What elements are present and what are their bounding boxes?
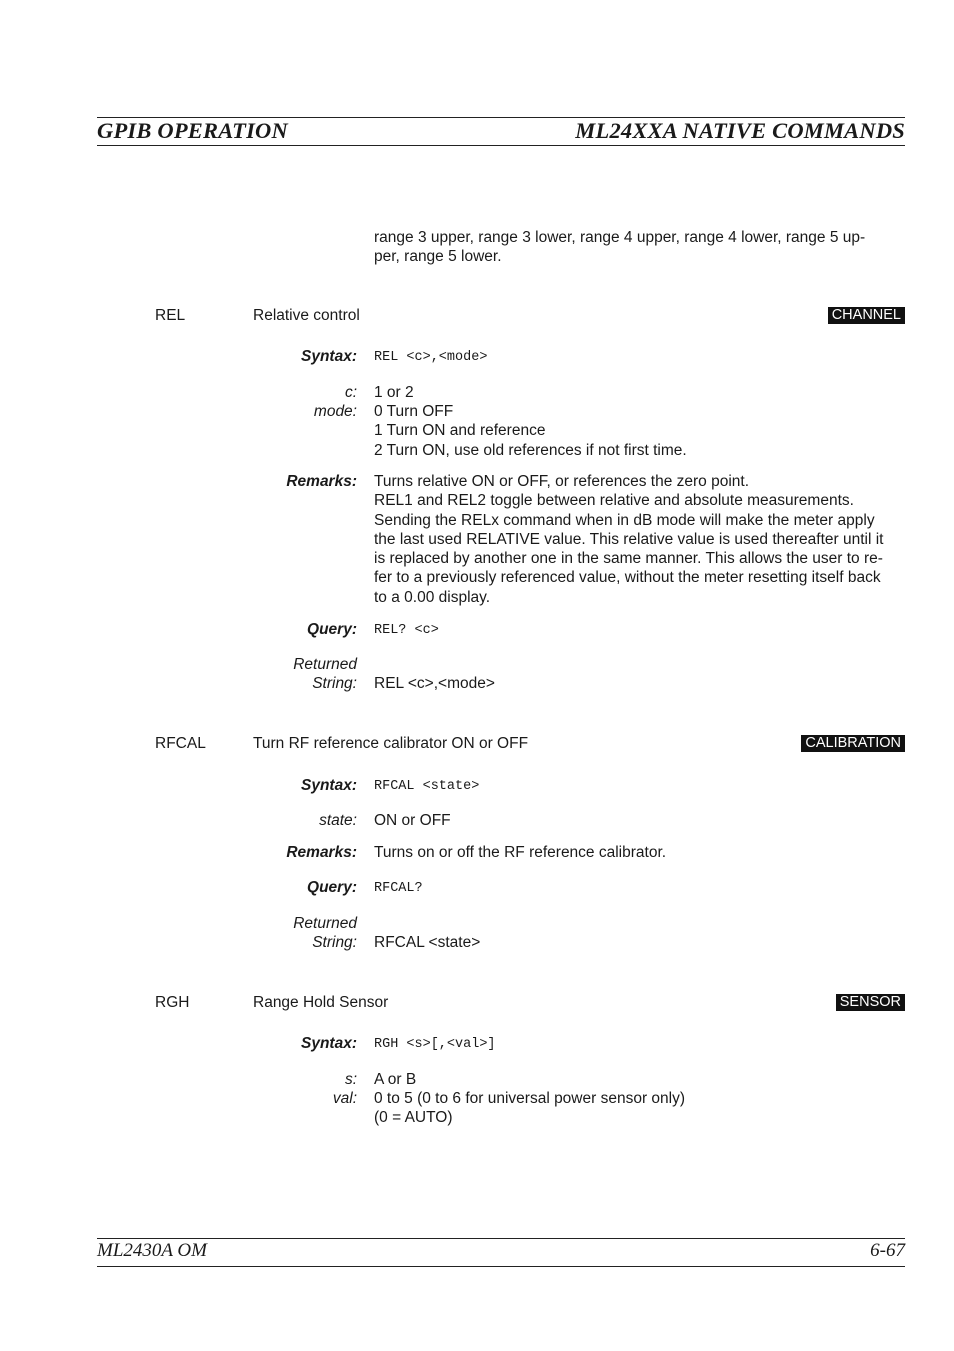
rel-param-c-label: c: <box>344 384 357 401</box>
rfcal-command: RFCAL <box>155 735 206 752</box>
footer-manual-name: ML2430A OM <box>97 1240 207 1261</box>
rfcal-query: RFCAL? <box>374 881 423 896</box>
header-chapter-title: ML24XXA NATIVE COMMANDS <box>575 118 905 143</box>
rel-returned-label: Returned String: <box>293 656 357 693</box>
rgh-val-line: (0 = AUTO) <box>374 1109 453 1127</box>
rel-remarks-line: Turns relative ON or OFF, or references the zero point. <box>374 473 750 490</box>
rel-mode-option: 1 Turn ON and reference <box>374 422 546 440</box>
rfcal-returned-label: Returned String: <box>293 915 357 952</box>
rfcal-description: Turn RF reference calibrator ON or OFF <box>253 735 529 752</box>
rel-param-c-value: 1 or 2 <box>374 384 414 401</box>
header-bottom-rule <box>97 145 905 146</box>
rgh-val-line: 0 to 5 (0 to 6 for universal power sensor only) <box>374 1090 686 1107</box>
rel-remarks-line: REL1 and REL2 toggle between relative and absolute measurements. <box>374 492 854 510</box>
rfcal-syntax: RFCAL <state> <box>374 779 480 794</box>
rel-mode-option: 0 Turn OFF <box>374 403 454 420</box>
rel-remarks-line: is replaced by another one in the same manner. This allows the user to re- <box>374 550 883 568</box>
rgh-param-s-label: s: <box>344 1071 357 1088</box>
rel-mode-option: 2 Turn ON, use old references if not first time. <box>374 441 687 459</box>
rel-returned-string: REL <c>,<mode> <box>374 675 495 692</box>
rel-param-mode-label: mode: <box>313 403 357 420</box>
rel-syntax-label: Syntax: <box>301 348 357 365</box>
rfcal-category-badge: CALIBRATION <box>801 735 905 752</box>
intro-line: range 3 upper, range 3 lower, range 4 upper, range 4 lower, range 5 up- <box>374 229 866 246</box>
footer-bottom-rule <box>97 1266 905 1267</box>
footer-top-rule <box>97 1238 905 1239</box>
rfcal-query-label: Query: <box>307 879 357 896</box>
rgh-description: Range Hold Sensor <box>253 994 389 1011</box>
rel-category-badge: CHANNEL <box>828 307 905 324</box>
intro-text <box>374 228 905 267</box>
rgh-syntax-label: Syntax: <box>301 1035 357 1052</box>
rel-remarks-label: Remarks: <box>286 473 357 490</box>
rfcal-param-state-value: ON or OFF <box>374 812 451 829</box>
rgh-param-s-value: A or B <box>374 1071 417 1088</box>
rfcal-remarks: Turns on or off the RF reference calibrator. <box>374 844 667 861</box>
rfcal-param-state-label: state: <box>319 812 357 829</box>
rfcal-syntax-label: Syntax: <box>301 777 357 794</box>
rel-remarks-line: fer to a previously referenced value, without the meter resetting itself back <box>374 569 881 587</box>
rel-syntax: REL <c>,<mode> <box>374 350 488 365</box>
rgh-param-val-values <box>374 1089 905 1128</box>
rel-remarks-line: to a 0.00 display. <box>374 588 491 606</box>
rfcal-returned-string: RFCAL <state> <box>374 934 481 951</box>
rel-remarks-line: the last used RELATIVE value. This relative value is used thereafter until it <box>374 530 884 548</box>
rel-description: Relative control <box>253 307 360 324</box>
rel-query-label: Query: <box>307 621 357 638</box>
intro-line: per, range 5 lower. <box>374 248 502 266</box>
rgh-syntax: RGH <s>[,<val>] <box>374 1037 496 1052</box>
rel-remarks <box>374 472 905 607</box>
rgh-category-badge: SENSOR <box>836 994 905 1011</box>
footer-page-number: 6-67 <box>870 1240 905 1261</box>
header-section-title: GPIB OPERATION <box>97 118 288 143</box>
rel-command: REL <box>155 307 186 324</box>
rel-param-mode-values <box>374 402 905 460</box>
rel-query: REL? <c> <box>374 623 439 638</box>
rfcal-remarks-label: Remarks: <box>286 844 357 861</box>
rgh-param-val-label: val: <box>332 1090 357 1107</box>
rel-remarks-line: Sending the RELx command when in dB mode will make the meter apply <box>374 511 875 529</box>
rgh-command: RGH <box>155 994 190 1011</box>
